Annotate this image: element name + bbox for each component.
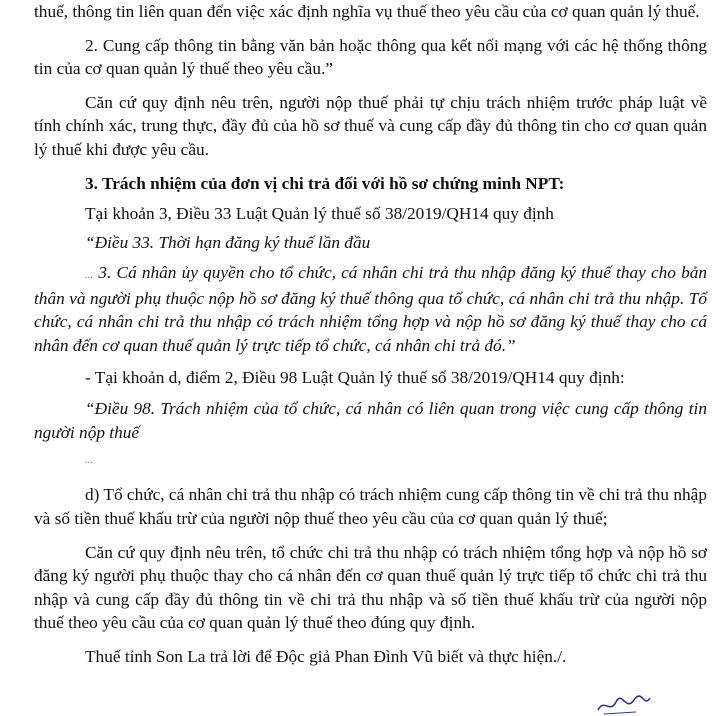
paragraph-continuation: thuế, thông tin liên quan đến việc xác định nghĩa vụ thuế theo yêu cầu của cơ quan quản lý thuế. bbox=[34, 2, 700, 21]
article-33-clause-3-text: 3. Cá nhân ủy quyền cho tổ chức, cá nhân chi trả thu nhập đăng ký thuế thay cho bản thân và người phụ thuộc nộp hồ sơ đăng ký thuế thông qua tổ chức, cá nhân chi trả thu nhập. Tổ chức, cá nhân chi trả thu nhập có trách nhiệm tổng hợp và nộp hồ sơ đăng ký thuế thay cho cá nhân đến cơ quan thuế quản lý trực tiếp tổ chức, cá nhân chi trả đó.” bbox=[34, 262, 707, 355]
article-33-clause-3 bbox=[34, 261, 707, 358]
paragraph-closing: Thuế tỉnh Son La trả lời để Độc giả Phan Đình Vũ biết và thực hiện./. bbox=[85, 646, 567, 666]
paragraph-clause-d: d) Tổ chức, cá nhân chi trả thu nhập có trách nhiệm cung cấp thông tin về chi trả thu nhập và số tiền thuế khấu trừ của người nộp thuế theo yêu cầu của cơ quan quản lý thuế; bbox=[34, 485, 707, 528]
paragraph-conclusion-2: Căn cứ quy định nêu trên, tổ chức chi trả thu nhập có trách nhiệm tổng hợp và nộp hồ sơ đăng ký người phụ thuộc thay cho cá nhân đến cơ quan thuế quản lý trực tiếp tổ chức chi trả thu nhập và cung cấp đầy đủ thông tin về chi trả thu nhập và số tiền thuế khấu trừ của người nộp thuế theo yêu cầu của cơ quan quản lý thuế theo đúng quy định. bbox=[34, 542, 707, 633]
paragraph-item-2: 2. Cung cấp thông tin bằng văn bản hoặc thông qua kết nối mạng với các hệ thống thông tin của cơ quan quản lý thuế theo yêu cầu.” bbox=[34, 35, 707, 79]
ellipsis-2: ... bbox=[85, 454, 94, 467]
paragraph-conclusion-1: Căn cứ quy định nêu trên, người nộp thuế phải tự chịu trách nhiệm trước pháp luật về tính chính xác, trung thực, đầy đủ của hồ sơ thuế và cung cấp đầy đủ thông tin cho cơ quan quản lý thuế khi được yêu cầu. bbox=[34, 92, 707, 159]
ellipsis: ... bbox=[85, 268, 94, 281]
bullet-article-98: - Tại khoản d, điểm 2, Điều 98 Luật Quản lý thuế số 38/2019/QH14 quy định: bbox=[85, 367, 625, 387]
section-heading-3: 3. Trách nhiệm của đơn vị chi trả đối với hồ sơ chứng minh NPT: bbox=[85, 173, 565, 193]
paragraph-legal-basis: Tại khoản 3, Điều 33 Luật Quản lý thuế số 38/2019/QH14 quy định bbox=[85, 203, 554, 223]
signature-mark bbox=[596, 692, 652, 716]
article-98-title: “Điều 98. Trách nhiệm của tổ chức, cá nhân có liên quan trong việc cung cấp thông tin người nộp thuế bbox=[34, 399, 707, 442]
article-33-title: “Điều 33. Thời hạn đăng ký thuế lần đầu bbox=[85, 233, 371, 253]
document-page bbox=[34, 0, 707, 668]
